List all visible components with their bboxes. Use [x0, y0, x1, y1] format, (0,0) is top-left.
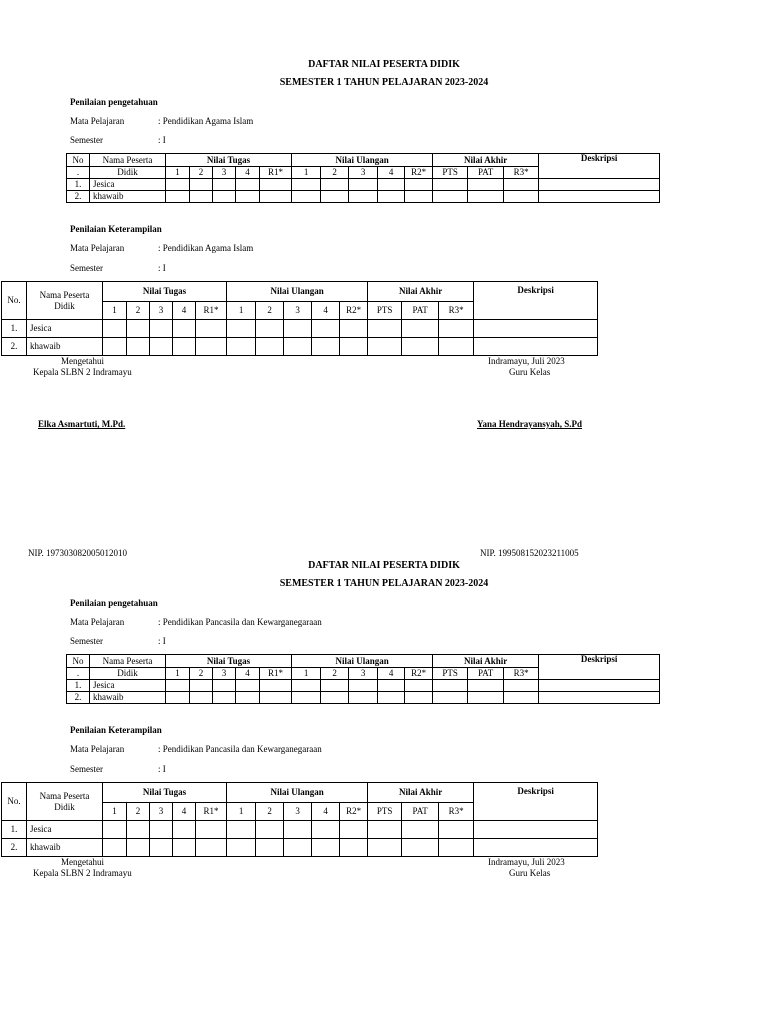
sign-right-line1: Indramayu, Juli 2023	[488, 356, 565, 366]
col-tugas-4: 4	[236, 167, 260, 179]
col-ulangan-3: 3	[349, 668, 378, 680]
col-tugas-1: 1	[103, 803, 127, 821]
col-ulangan-3: 3	[284, 803, 312, 821]
col-r1: R1*	[196, 803, 227, 821]
col-r1: R1*	[260, 668, 292, 680]
row-no: 2.	[67, 692, 90, 704]
table-row	[2, 320, 598, 338]
knowledge-heading: Penilaian pengetahuan	[70, 97, 158, 107]
col-ulangan-2: 2	[256, 302, 284, 320]
col-name: Nama Peserta	[90, 154, 166, 167]
col-ulangan-1: 1	[227, 302, 256, 320]
sign-right-line2: Guru Kelas	[509, 367, 551, 377]
knowledge-table	[66, 153, 660, 203]
col-ulangan-2: 2	[321, 167, 349, 179]
col-desc: Deskripsi	[539, 154, 660, 179]
col-ulangan: Nilai Ulangan	[292, 655, 433, 668]
page-title: DAFTAR NILAI PESERTA DIDIK	[308, 59, 460, 70]
col-ulangan: Nilai Ulangan	[227, 783, 368, 803]
subject-value: : Pendidikan Agama Islam	[158, 243, 254, 253]
row-name: Jesica	[27, 821, 103, 839]
subject-value: : Pendidikan Agama Islam	[158, 116, 254, 126]
col-akhir: Nilai Akhir	[433, 154, 539, 167]
col-tugas-4: 4	[236, 668, 260, 680]
col-desc: Deskripsi	[474, 282, 598, 320]
subject-label: Mata Pelajaran	[70, 617, 125, 627]
col-ulangan-2: 2	[256, 803, 284, 821]
col-name-cont: Didik	[90, 668, 166, 680]
table-row	[67, 191, 660, 203]
col-no: No.	[2, 783, 27, 821]
col-tugas-1: 1	[103, 302, 127, 320]
subject-label: Mata Pelajaran	[70, 116, 125, 126]
sign-left-line2: Kepala SLBN 2 Indramayu	[33, 868, 132, 878]
sign-left-name: Elka Asmartuti, M.Pd.	[38, 419, 126, 429]
col-pts: PTS	[368, 302, 402, 320]
col-tugas-2: 2	[190, 668, 213, 680]
row-no: 2.	[2, 839, 27, 857]
row-name: Jesica	[90, 680, 166, 692]
knowledge-table	[66, 654, 660, 704]
col-tugas-4: 4	[173, 302, 196, 320]
sign-left-line1: Mengetahui	[61, 857, 104, 867]
col-tugas-1: 1	[166, 668, 190, 680]
col-r3: R3*	[504, 167, 539, 179]
col-tugas-4: 4	[173, 803, 196, 821]
sign-left-nip: NIP. 197303082005012010	[28, 548, 128, 558]
semester-value: : I	[158, 135, 166, 145]
subject-label: Mata Pelajaran	[70, 744, 125, 754]
semester-label: Semester	[70, 636, 103, 646]
row-no: 2.	[67, 191, 90, 203]
row-no: 1.	[2, 320, 27, 338]
row-name: Jesica	[90, 179, 166, 191]
row-no: 1.	[2, 821, 27, 839]
semester-value: : I	[158, 263, 166, 273]
col-tugas-2: 2	[127, 302, 150, 320]
table-row	[67, 692, 660, 704]
sign-right-nip: NIP. 199508152023211005	[480, 548, 579, 558]
page-title: DAFTAR NILAI PESERTA DIDIK	[308, 560, 460, 571]
skills-table	[1, 782, 598, 857]
col-name-line1: Nama Peserta	[39, 791, 90, 802]
col-no-cont: .	[67, 167, 90, 179]
col-tugas-3: 3	[150, 803, 173, 821]
col-ulangan-1: 1	[227, 803, 256, 821]
col-pat: PAT	[468, 668, 504, 680]
col-r3: R3*	[504, 668, 539, 680]
row-name: khawaib	[27, 338, 103, 356]
col-ulangan: Nilai Ulangan	[227, 282, 368, 302]
subject-value: : Pendidikan Pancasila dan Kewarganegaraan	[158, 744, 322, 754]
col-akhir: Nilai Akhir	[433, 655, 539, 668]
sign-right-line2: Guru Kelas	[509, 868, 551, 878]
col-r1: R1*	[196, 302, 227, 320]
col-pts: PTS	[433, 167, 468, 179]
sign-right-name: Yana Hendrayansyah, S.Pd	[477, 419, 583, 429]
sign-left-line2: Kepala SLBN 2 Indramayu	[33, 367, 132, 377]
semester-value: : I	[158, 764, 166, 774]
semester-label: Semester	[70, 764, 103, 774]
col-no: No	[67, 655, 90, 668]
col-r2: R2*	[405, 167, 433, 179]
col-ulangan-4: 4	[312, 803, 340, 821]
col-r2: R2*	[340, 803, 368, 821]
col-tugas: Nilai Tugas	[166, 154, 292, 167]
table-row	[67, 680, 660, 692]
col-no: No.	[2, 282, 27, 320]
col-tugas-3: 3	[213, 167, 236, 179]
col-no-cont: .	[67, 668, 90, 680]
col-ulangan-4: 4	[312, 302, 340, 320]
col-name-line1: Nama Peserta	[39, 290, 90, 301]
col-tugas: Nilai Tugas	[166, 655, 292, 668]
col-r1: R1*	[260, 167, 292, 179]
col-tugas-2: 2	[127, 803, 150, 821]
col-pat: PAT	[468, 167, 504, 179]
row-no: 1.	[67, 680, 90, 692]
col-r2: R2*	[405, 668, 433, 680]
row-name: Jesica	[27, 320, 103, 338]
skills-heading: Penilaian Keterampilan	[70, 725, 162, 735]
col-no: No	[67, 154, 90, 167]
col-tugas: Nilai Tugas	[103, 282, 227, 302]
page-subtitle: SEMESTER 1 TAHUN PELAJARAN 2023-2024	[279, 578, 489, 589]
col-desc: Deskripsi	[539, 655, 660, 680]
col-name-line2: Didik	[54, 300, 75, 311]
col-pts: PTS	[433, 668, 468, 680]
skills-table	[1, 281, 598, 356]
col-akhir: Nilai Akhir	[368, 282, 474, 302]
col-pat: PAT	[402, 803, 439, 821]
table-row	[2, 839, 598, 857]
subject-label: Mata Pelajaran	[70, 243, 125, 253]
col-tugas: Nilai Tugas	[103, 783, 227, 803]
knowledge-heading: Penilaian pengetahuan	[70, 598, 158, 608]
table-row	[2, 338, 598, 356]
semester-label: Semester	[70, 135, 103, 145]
col-name	[27, 783, 103, 821]
col-tugas-2: 2	[190, 167, 213, 179]
col-r3: R3*	[439, 803, 474, 821]
col-ulangan-4: 4	[378, 167, 405, 179]
col-akhir: Nilai Akhir	[368, 783, 474, 803]
col-tugas-1: 1	[166, 167, 190, 179]
col-name-cont: Didik	[90, 167, 166, 179]
row-no: 1.	[67, 179, 90, 191]
col-r3: R3*	[439, 302, 474, 320]
col-name-line2: Didik	[54, 801, 75, 812]
skills-heading: Penilaian Keterampilan	[70, 224, 162, 234]
col-desc: Deskripsi	[474, 783, 598, 821]
row-name: khawaib	[90, 191, 166, 203]
col-ulangan-1: 1	[292, 167, 321, 179]
col-name: Nama Peserta	[90, 655, 166, 668]
table-row	[67, 179, 660, 191]
col-r2: R2*	[340, 302, 368, 320]
subject-value: : Pendidikan Pancasila dan Kewarganegaraan	[158, 617, 322, 627]
col-ulangan-3: 3	[284, 302, 312, 320]
row-no: 2.	[2, 338, 27, 356]
semester-value: : I	[158, 636, 166, 646]
table-row	[2, 821, 598, 839]
col-ulangan-3: 3	[349, 167, 378, 179]
col-ulangan-4: 4	[378, 668, 405, 680]
col-ulangan: Nilai Ulangan	[292, 154, 433, 167]
semester-label: Semester	[70, 263, 103, 273]
col-pat: PAT	[402, 302, 439, 320]
col-name	[27, 282, 103, 320]
col-tugas-3: 3	[213, 668, 236, 680]
sign-right-line1: Indramayu, Juli 2023	[488, 857, 565, 867]
col-tugas-3: 3	[150, 302, 173, 320]
row-name: khawaib	[27, 839, 103, 857]
col-pts: PTS	[368, 803, 402, 821]
col-ulangan-1: 1	[292, 668, 321, 680]
row-name: khawaib	[90, 692, 166, 704]
col-ulangan-2: 2	[321, 668, 349, 680]
sign-left-line1: Mengetahui	[61, 356, 104, 366]
page-subtitle: SEMESTER 1 TAHUN PELAJARAN 2023-2024	[279, 77, 489, 88]
